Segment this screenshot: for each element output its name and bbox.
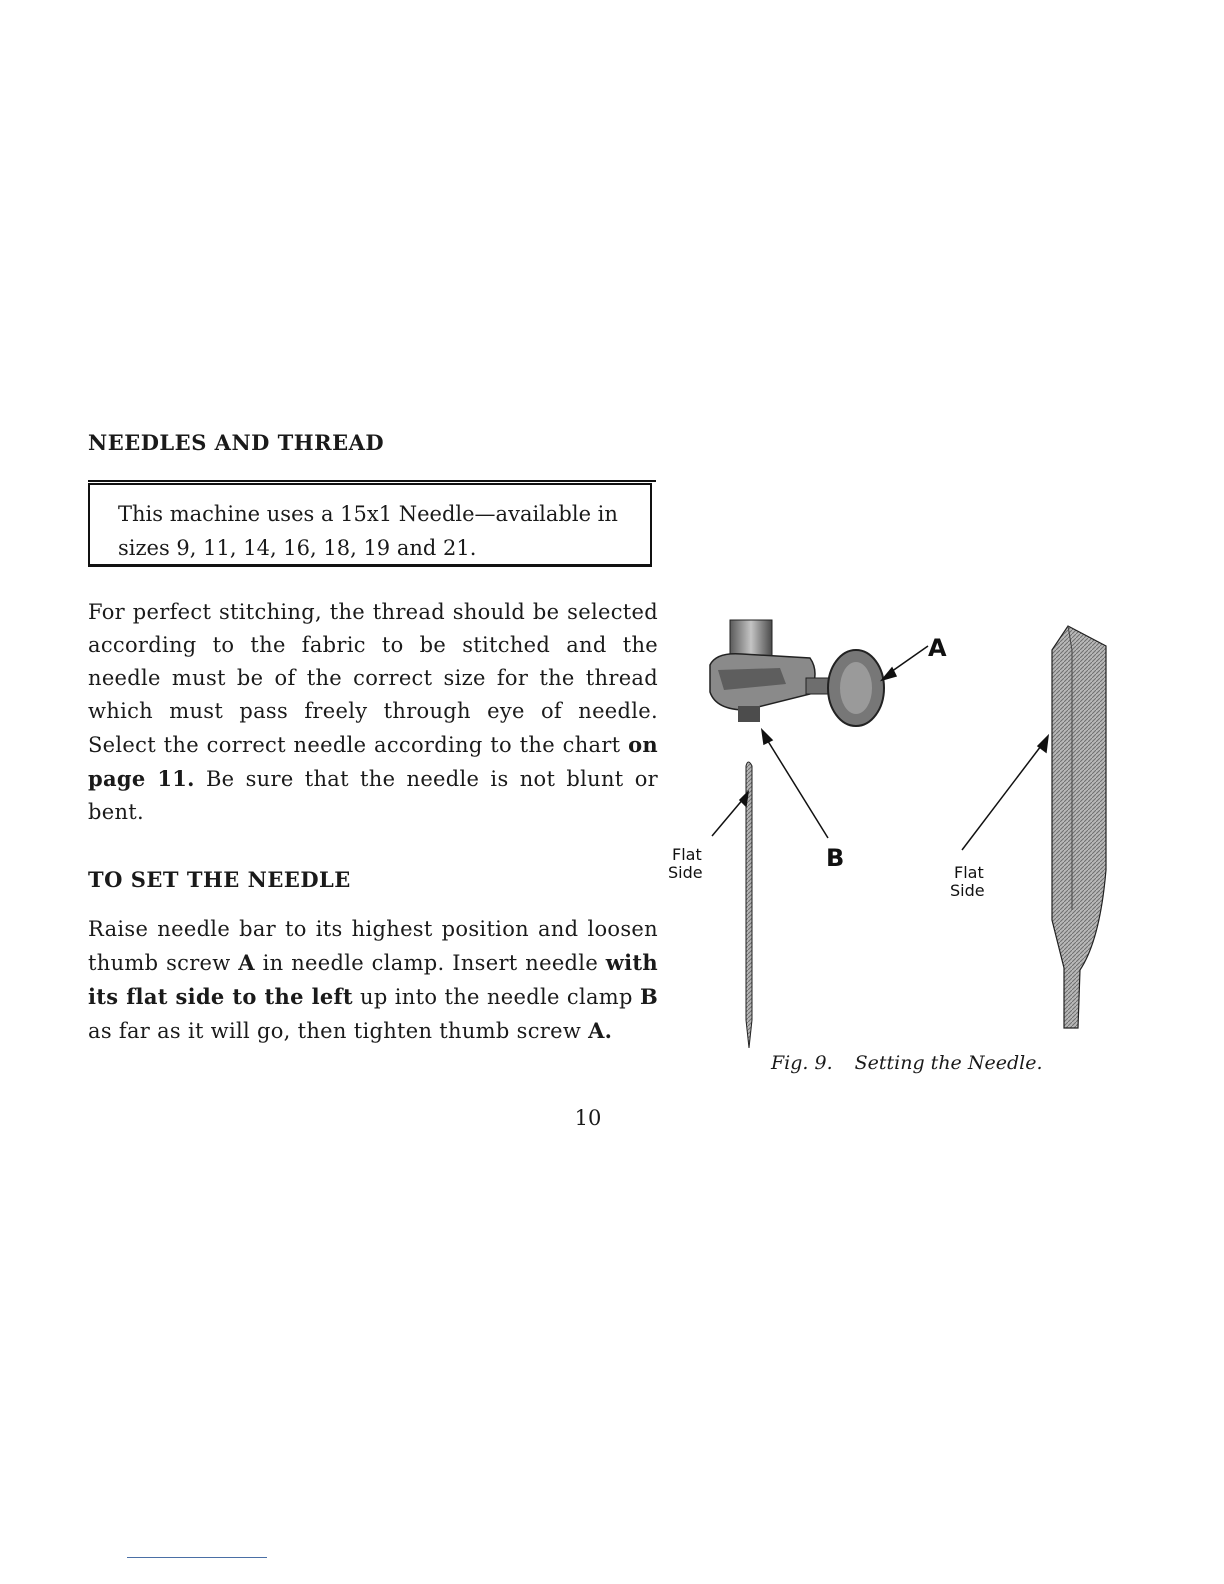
page-number: 10 bbox=[574, 1106, 602, 1130]
figure-number: Fig. 9. bbox=[771, 1052, 833, 1074]
section-heading-to-set-the-needle: TO SET THE NEEDLE bbox=[88, 867, 351, 892]
flat-side-label-left: Flat Side bbox=[668, 845, 703, 882]
needle-note-text: This machine uses a 15x1 Needle—available in sizes 9, 11, 14, 16, 18, 19 and 21. bbox=[118, 502, 618, 560]
paragraph-text: up into the needle clamp bbox=[352, 985, 640, 1009]
bold-instruction: with its flat side to the left bbox=[88, 950, 659, 1009]
thread-selection-paragraph bbox=[88, 596, 658, 829]
figure-title: Setting the Needle. bbox=[854, 1052, 1043, 1074]
flat-side-label-right: Flat Side bbox=[950, 863, 985, 900]
paragraph-text: Be sure that the needle is not blunt or bent. bbox=[88, 767, 658, 824]
page-reference: on page 11. bbox=[88, 732, 658, 791]
paragraph-text: as far as it will go, then tighten thumb screw bbox=[88, 1019, 589, 1043]
needle-setting-figure bbox=[660, 610, 1130, 1050]
label-a: A bbox=[928, 634, 947, 662]
note-box bbox=[88, 483, 652, 567]
figure-caption bbox=[771, 1052, 1064, 1074]
set-needle-paragraph bbox=[88, 913, 658, 1048]
footer-line bbox=[127, 1557, 267, 1558]
paragraph-text: in needle clamp. Insert needle bbox=[254, 951, 606, 975]
bold-label: A. bbox=[588, 1018, 613, 1043]
bold-label: B bbox=[639, 984, 659, 1009]
paragraph-text: For perfect stitching, the thread should be selected according to the fabric to be stitched and the needle must be of the correct size for the thread which must pass freely through eye of needle. Select the correct needle according to the chart bbox=[88, 600, 658, 757]
bold-label: A bbox=[238, 950, 255, 975]
label-b: B bbox=[826, 844, 845, 872]
divider-rule bbox=[88, 480, 656, 482]
section-heading-needles-and-thread: NEEDLES AND THREAD bbox=[88, 430, 385, 455]
needle-clamp-illustration bbox=[710, 620, 884, 726]
paragraph-text: Raise needle bar to its highest position and loosen thumb screw bbox=[88, 917, 658, 975]
needle-enlarged-illustration bbox=[1052, 626, 1106, 1028]
